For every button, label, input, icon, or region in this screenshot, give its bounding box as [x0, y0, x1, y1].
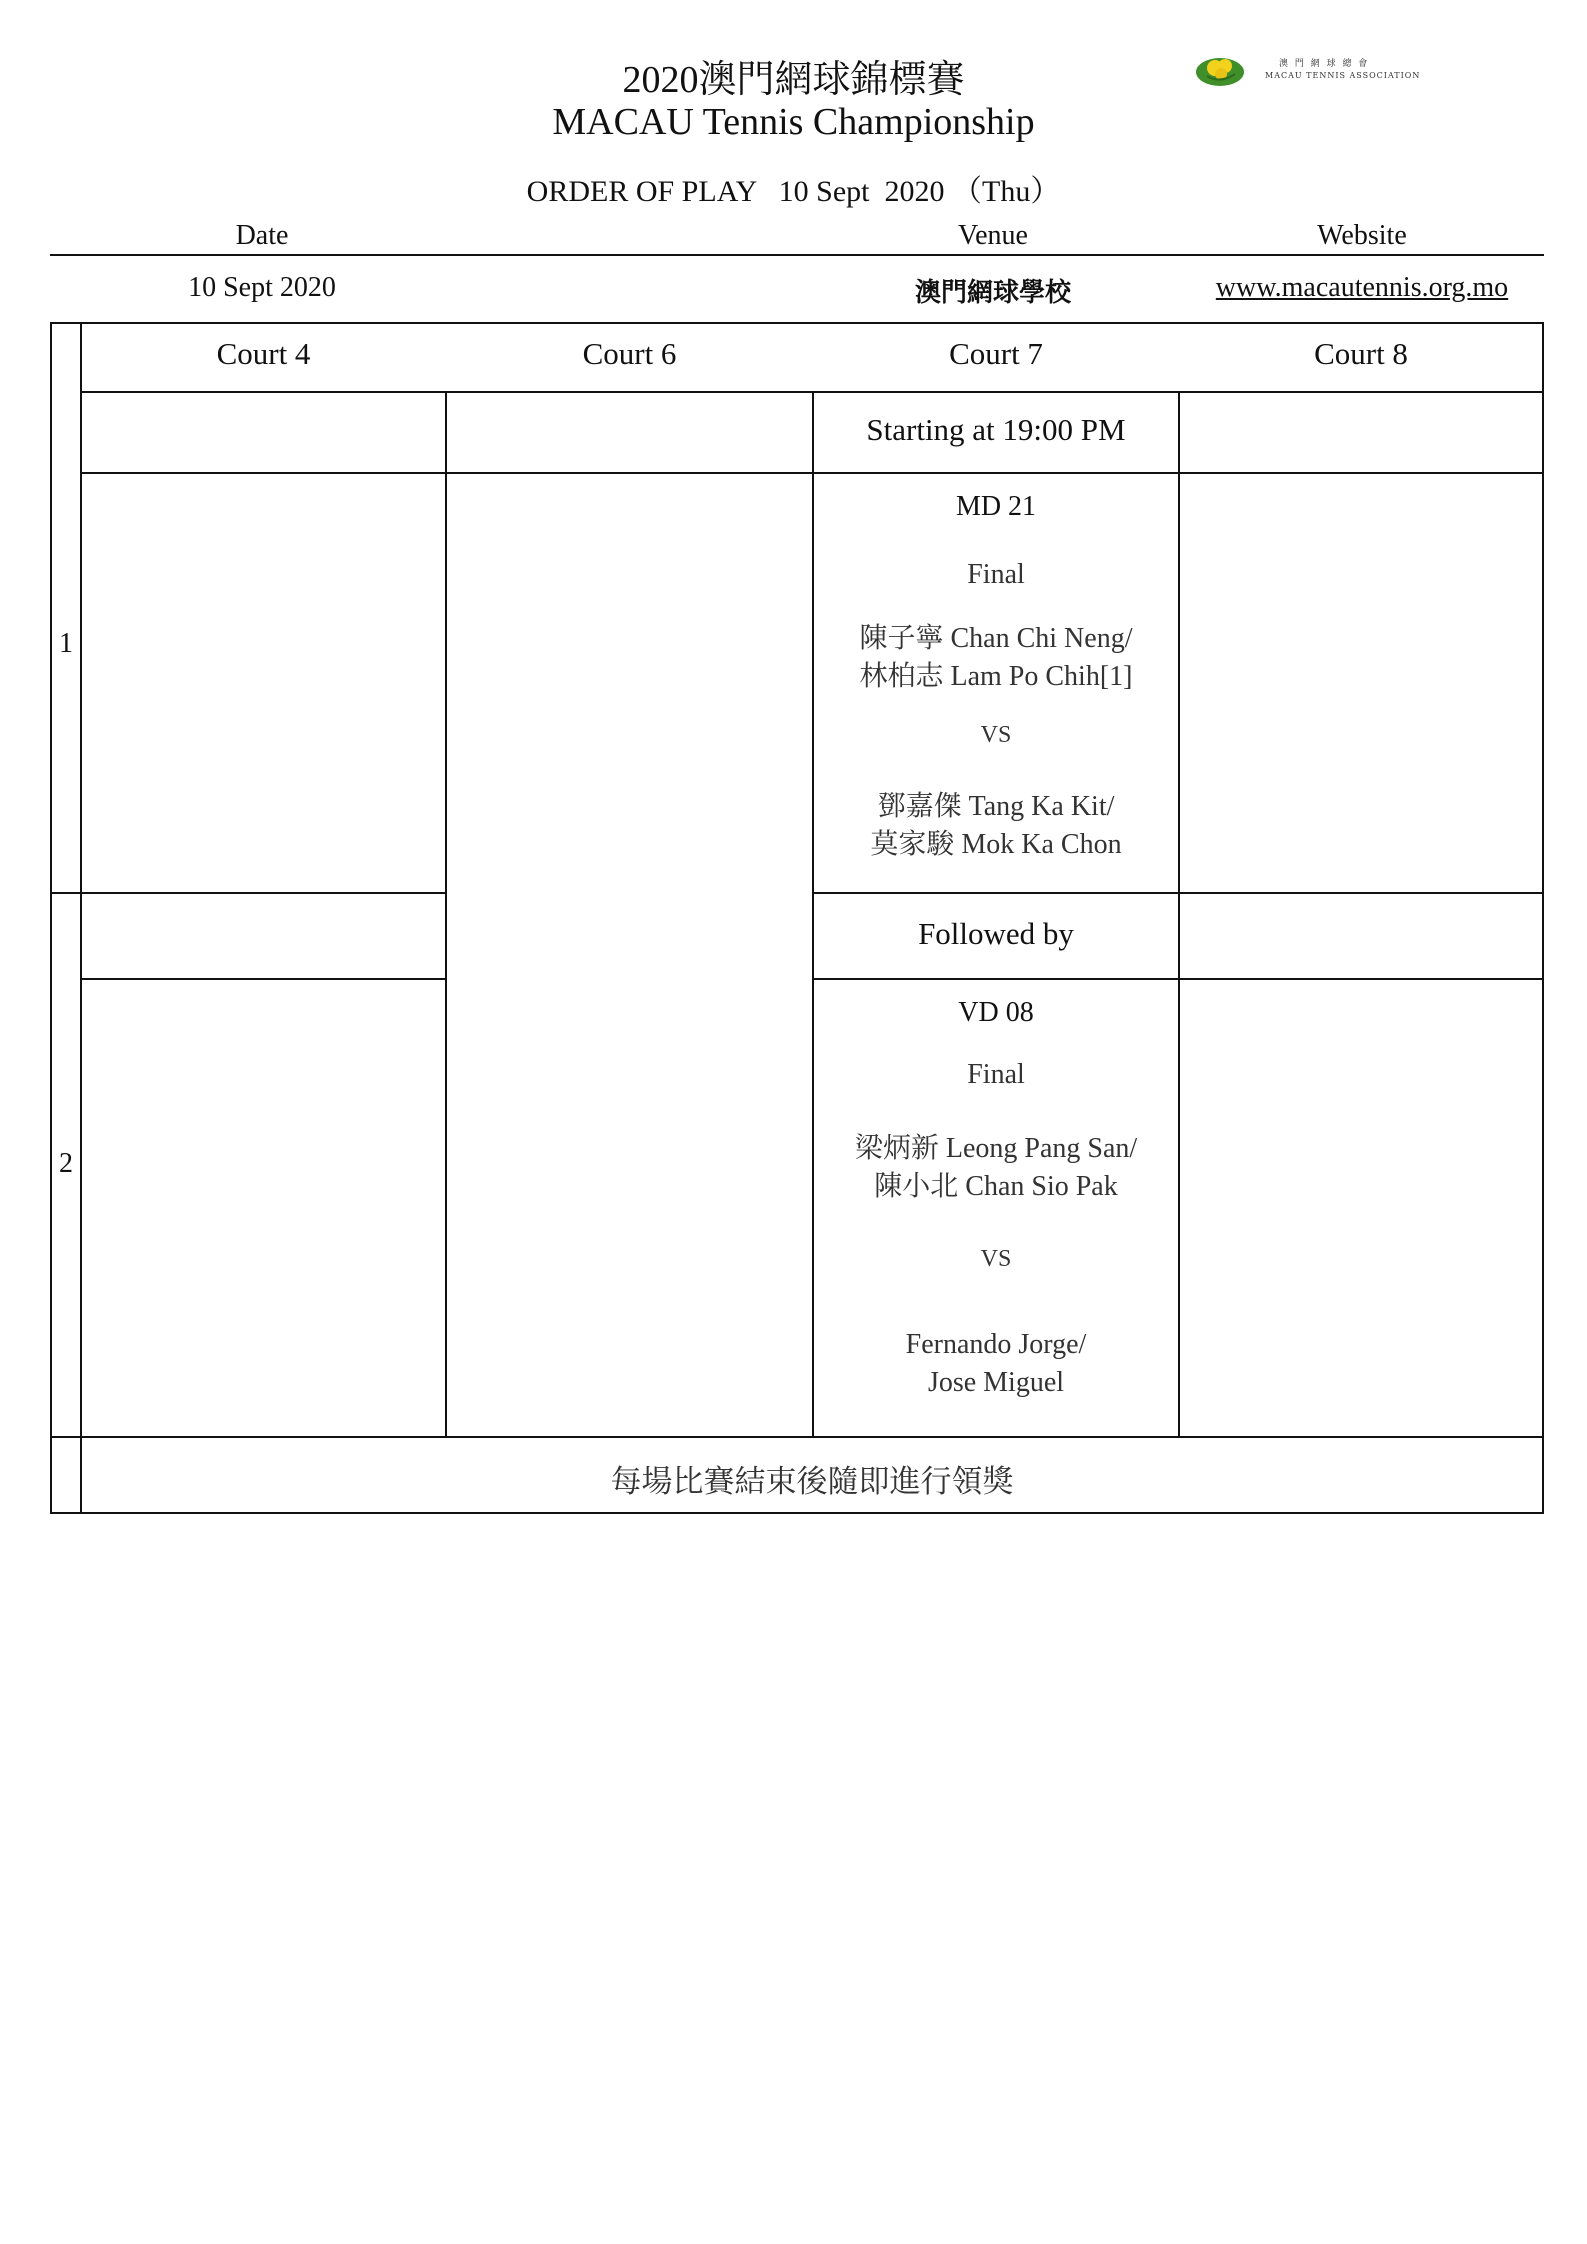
logo-text — [1265, 58, 1420, 82]
grid-line-left — [50, 322, 52, 1514]
versus-label: VS — [980, 1246, 1012, 1272]
court-header-6: Court 6 — [582, 336, 677, 371]
match-code: VD 08 — [958, 997, 1034, 1028]
title-chinese: 2020澳門網球錦標賽 — [622, 59, 965, 101]
team2-player2: Jose Miguel — [927, 1367, 1065, 1398]
grid-line-top — [50, 322, 1544, 324]
court-header-8: Court 8 — [1314, 336, 1408, 371]
grid-line-bottom-matches — [50, 1436, 1544, 1438]
grid-line-col2 — [445, 391, 447, 1438]
followed-by-label: Followed by — [918, 916, 1074, 951]
association-logo — [1195, 52, 1465, 92]
website-link[interactable]: www.macautennis.org.mo — [1215, 272, 1509, 303]
team2-player1: Fernando Jorge/ — [905, 1329, 1087, 1360]
team1-player1: 梁炳新 Leong Pang San/ — [854, 1133, 1138, 1164]
website-label: Website — [1317, 220, 1407, 251]
grid-line-row-index — [80, 322, 82, 1514]
schedule-table — [50, 322, 1544, 1512]
start-time: Starting at 19:00 PM — [866, 412, 1126, 447]
match-round: Final — [967, 1059, 1025, 1090]
versus-label: VS — [980, 722, 1012, 748]
grid-line-bottom — [50, 1512, 1544, 1514]
header-rule — [50, 254, 1544, 256]
date-label: Date — [235, 220, 289, 251]
match-round: Final — [967, 559, 1025, 590]
team2-player2: 莫家駿 Mok Ka Chon — [870, 829, 1122, 860]
logo-text-chinese: 澳 門 網 球 總 會 — [1279, 59, 1370, 69]
award-note: 每場比賽結束後隨即進行領獎 — [610, 1464, 1014, 1499]
grid-line-followed-left — [80, 978, 447, 980]
order-of-play-heading: ORDER OF PLAY 10 Sept 2020 （Thu） — [526, 175, 1061, 208]
team1-player2: 林柏志 Lam Po Chih[1] — [859, 661, 1133, 692]
team1-player2: 陳小北 Chan Sio Pak — [874, 1171, 1118, 1202]
grid-line-col4 — [1178, 391, 1180, 1438]
date-value: 10 Sept 2020 — [188, 272, 336, 303]
grid-line-right — [1542, 322, 1544, 1514]
tennis-ball-logo-icon — [1195, 54, 1245, 88]
team1-player1: 陳子寧 Chan Chi Neng/ — [859, 623, 1133, 654]
grid-line-row1-left — [50, 892, 447, 894]
venue-label: Venue — [958, 220, 1028, 251]
court-header-7: Court 7 — [949, 336, 1043, 371]
row-index-1: 1 — [59, 628, 73, 659]
row-index-2: 2 — [59, 1148, 73, 1179]
logo-text-english: MACAU TENNIS ASSOCIATION — [1265, 71, 1421, 80]
match-md21 — [814, 488, 1178, 864]
venue-value: 澳門網球學校 — [914, 278, 1071, 308]
match-vd08 — [814, 994, 1178, 1402]
court-header-4: Court 4 — [216, 336, 311, 371]
match-code: MD 21 — [955, 491, 1037, 522]
team2-player1: 鄧嘉傑 Tang Ka Kit/ — [877, 791, 1115, 822]
title-english: MACAU Tennis Championship — [552, 101, 1035, 143]
